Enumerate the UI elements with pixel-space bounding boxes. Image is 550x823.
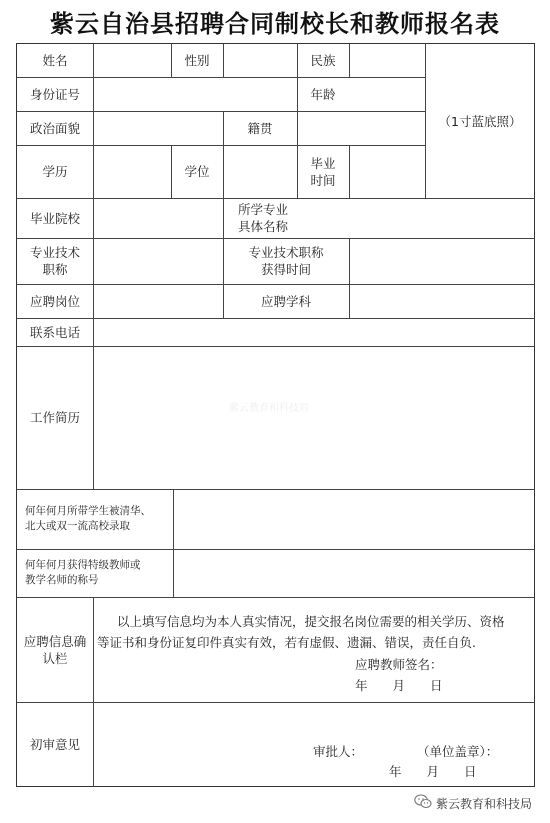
label-graduation-time-line1: 毕业 (310, 155, 336, 171)
label-students-admitted-line2: 北大或双一流高校录取 (25, 520, 130, 532)
label-name: 姓名 (42, 53, 68, 68)
label-confirmation (17, 597, 93, 702)
label-major-line1: 所学专业 (237, 202, 288, 217)
label-confirmation-line1: 应聘信息确 (23, 633, 87, 649)
form-title: 紫云自治县招聘合同制校长和教师报名表 (50, 9, 500, 38)
source-name: 紫云教育和科技局 (435, 796, 532, 811)
label-students-admitted (17, 489, 173, 549)
label-students-admitted-line1: 何年何月所带学生被清华、 (25, 505, 151, 517)
source-logo (414, 794, 532, 812)
label-pro-title-time-line2: 获得时间 (260, 262, 311, 277)
label-confirmation-line2: 认栏 (42, 650, 68, 666)
label-work-history: 工作简历 (29, 410, 80, 425)
label-graduated-school: 毕业院校 (29, 210, 80, 226)
label-pro-title-time-line1: 专业技术职称 (248, 245, 324, 260)
label-major (223, 198, 303, 238)
label-preliminary-review: 初审意见 (29, 737, 80, 752)
label-pro-title-time (223, 238, 349, 284)
label-native-place: 籍贯 (247, 120, 273, 136)
label-degree: 学位 (184, 164, 210, 179)
review-date: 年 月 日 (389, 764, 477, 779)
label-id-number: 身份证号 (29, 86, 80, 102)
review-approver: 审批人： (313, 744, 364, 759)
label-graduation-time-line2: 时间 (310, 172, 336, 188)
label-special-teacher-line2: 教学名师的称号 (25, 574, 99, 586)
confirm-date: 年 月 日 (355, 678, 443, 693)
confirm-text-line2: 等证书和身份证复印件真实有效，若有虚假、遗漏、错误，责任自负. (97, 635, 476, 650)
label-pro-title-line1: 专业技术 (29, 245, 80, 260)
label-position: 应聘岗位 (29, 293, 80, 309)
review-seal: （单位盖章）： (417, 744, 499, 759)
wechat-icon (414, 794, 432, 812)
label-political-status: 政治面貌 (29, 120, 80, 136)
label-special-teacher-line1: 何年何月获得特级教师或 (25, 559, 141, 571)
label-graduation-time (297, 145, 349, 198)
label-education: 学历 (42, 164, 68, 179)
label-pro-title (17, 238, 93, 284)
label-major-line2: 具体名称 (237, 219, 288, 234)
label-special-teacher (17, 549, 173, 597)
label-phone: 联系电话 (29, 324, 80, 340)
label-pro-title-line2: 职称 (42, 262, 68, 277)
confirm-signature: 应聘教师签名： (355, 657, 443, 672)
confirm-text-line1: 以上填写信息均为本人真实情况，提交报名岗位需要的相关学历、资格 (117, 614, 505, 629)
label-gender: 性别 (184, 53, 210, 68)
label-age: 年龄 (310, 86, 336, 102)
label-subject: 应聘学科 (260, 293, 311, 309)
photo-placeholder: （1寸蓝底照） (438, 113, 522, 129)
watermark: 紫云教育和科技局 (229, 403, 309, 414)
registration-form (16, 43, 535, 787)
label-ethnicity: 民族 (310, 53, 336, 68)
